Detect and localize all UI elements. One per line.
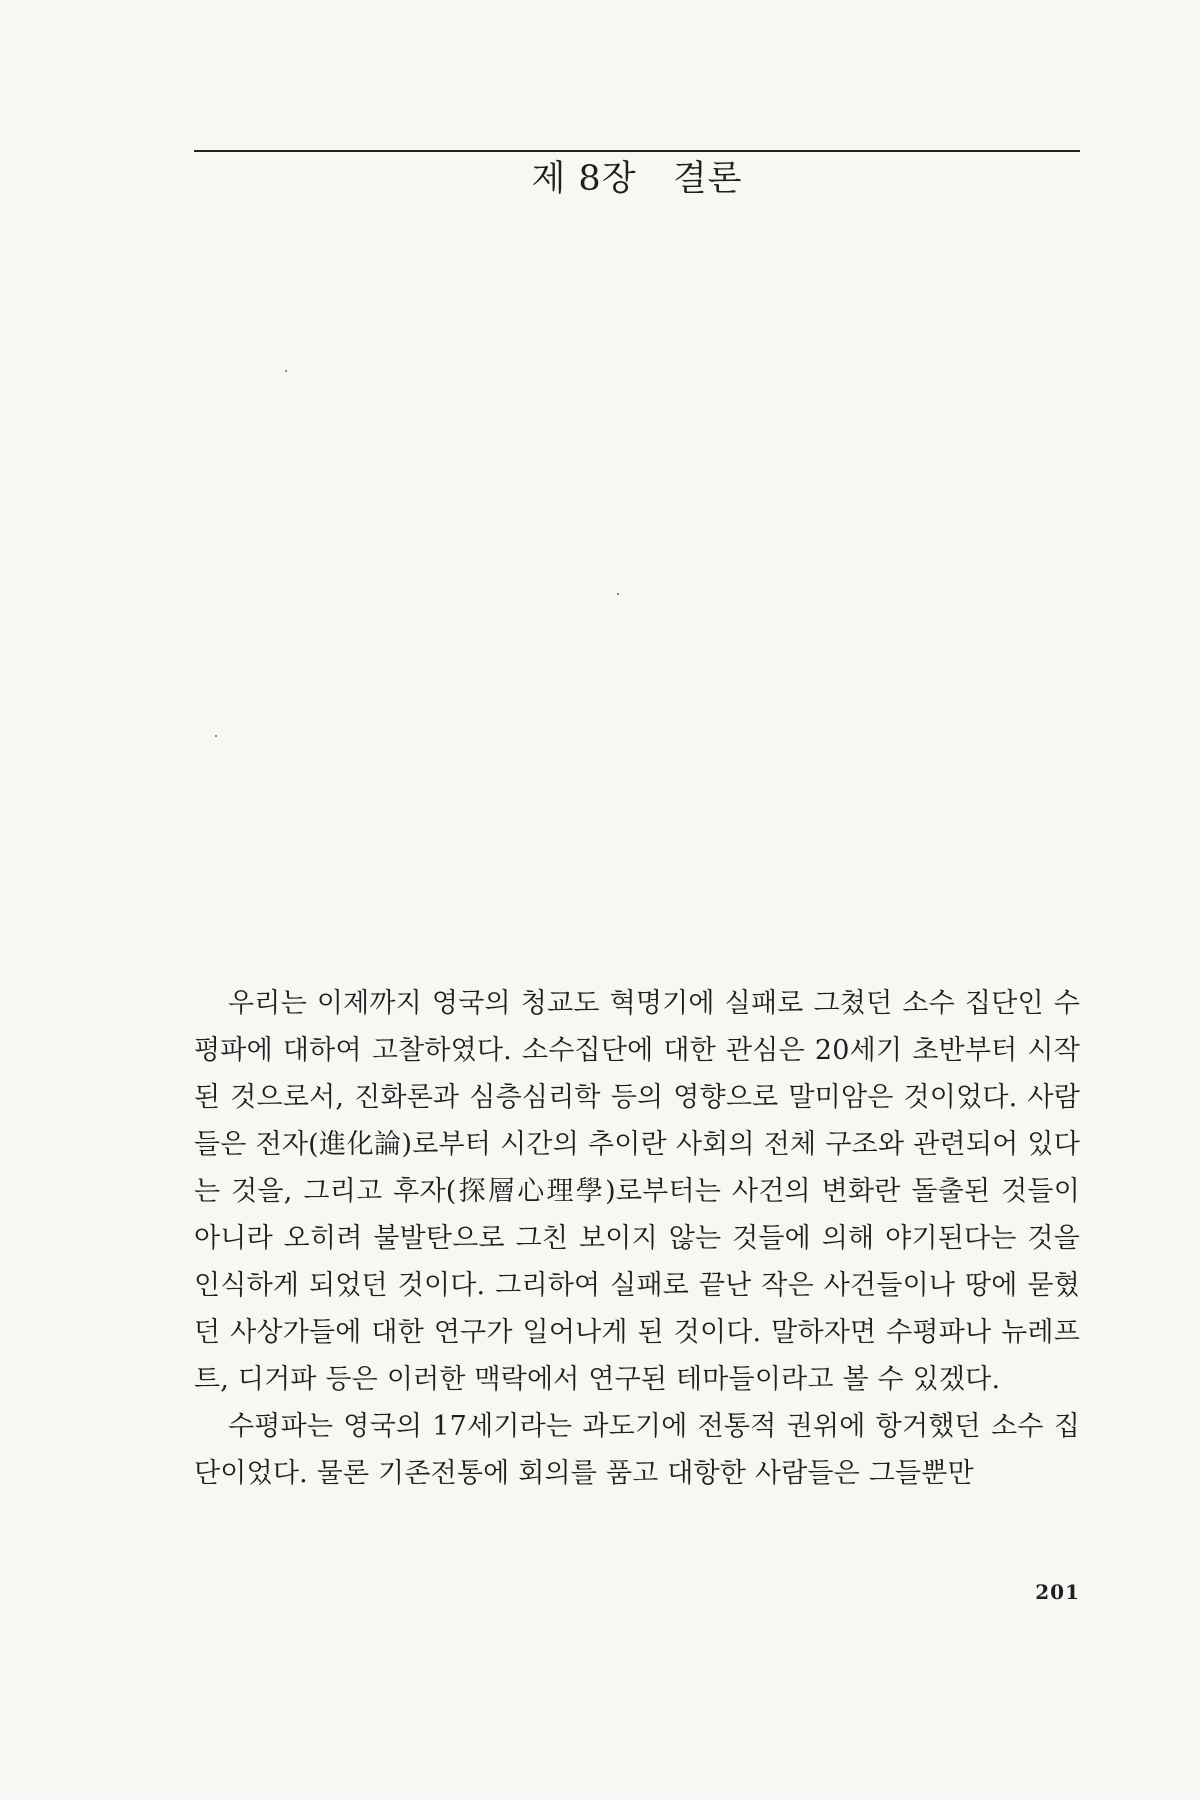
paragraph-2: 수평파는 영국의 17세기라는 과도기에 전통적 권위에 항거했던 소수 집단이었다. 물론 기존전통에 회의를 품고 대항한 사람들은 그들뿐만 — [194, 1411, 1080, 1489]
speck — [617, 593, 619, 595]
speck — [285, 370, 287, 372]
body-text — [194, 980, 1080, 1497]
top-rule — [194, 150, 1080, 152]
page-number: 201 — [1035, 1580, 1080, 1604]
paragraph-1: 우리는 이제까지 영국의 청교도 혁명기에 실패로 그쳤던 소수 집단인 수평파에 대하여 고찰하였다. 소수집단에 대한 관심은 20세기 초반부터 시작된 것으로서, 진화론과 심층심리학 등의 영향으로 말미암은 것이었다. 사람들은 전자(進化論)로부터 시간의 추이란 사회의 전체 구조와 관련되어 있다는 것을, 그리고 후자(探層心理學)로부터는 사건의 변화란 돌출된 것들이 아니라 오히려 불발탄으로 그친 보이지 않는 것들에 의해 야기된다는 것을 인식하게 되었던 것이다. 그리하여 실패로 끝난 작은 사건들이나 땅에 묻혔던 사상가들에 대한 연구가 일어나게 된 것이다. 말하자면 수평파나 뉴레프트, 디거파 등은 이러한 맥락에서 연구된 테마들이라고 볼 수 있겠다. — [194, 988, 1080, 1395]
chapter-title: 제 8장 결론 — [531, 159, 743, 199]
speck — [215, 735, 217, 737]
